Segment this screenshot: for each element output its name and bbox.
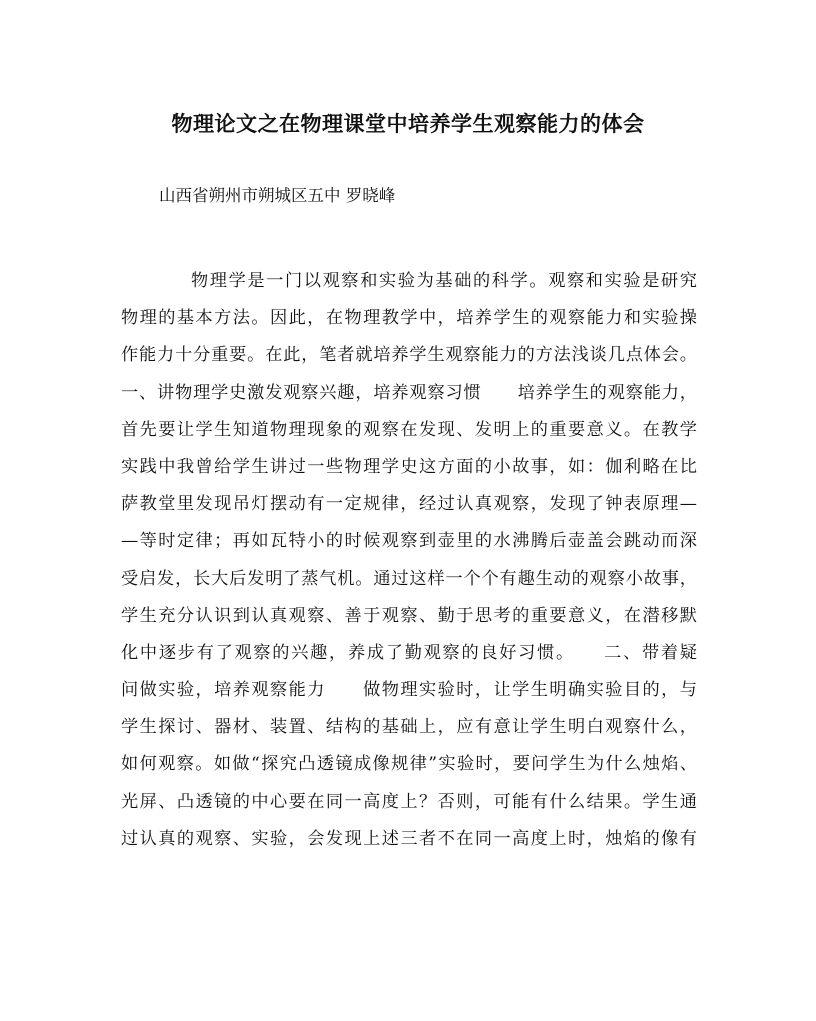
document-body (121, 263, 697, 858)
body-line: —等时定律；再如瓦特小的时候观察到壶里的水沸腾后壶盖会跳动而深 (121, 531, 697, 552)
body-line: 萨教堂里发现吊灯摆动有一定规律，经过认真观察，发现了钟表原理— (121, 494, 697, 515)
body-line: 首先要让学生知道物理现象的观察在发现、发明上的重要意义。在教学 (121, 419, 697, 440)
body-line: 一、讲物理学史激发观察兴趣，培养观察习惯 培养学生的观察能力， (121, 382, 697, 403)
body-line: 过认真的观察、实验，会发现上述三者不在同一高度上时，烛焰的像有 (121, 828, 697, 849)
body-line: 实践中我曾给学生讲过一些物理学史这方面的小故事，如：伽利略在比 (121, 456, 697, 477)
body-line: 学生充分认识到认真观察、善于观察、勤于思考的重要意义，在潜移默 (121, 605, 697, 626)
author-line: 山西省朔州市朔城区五中 罗晓峰 (159, 186, 396, 205)
body-line: 学生探讨、器材、装置、结构的基础上，应有意让学生明白观察什么， (121, 717, 697, 738)
document-title: 物理论文之在物理课堂中培养学生观察能力的体会 (171, 111, 645, 136)
body-line: 物理学是一门以观察和实验为基础的科学。观察和实验是研究 (191, 271, 697, 291)
body-line: 如何观察。如做“探究凸透镜成像规律”实验时，要问学生为什么烛焰、 (121, 754, 697, 775)
body-line: 光屏、凸透镜的中心要在同一高度上？否则，可能有什么结果。学生通 (121, 791, 697, 812)
body-line: 化中逐步有了观察的兴趣，养成了勤观察的良好习惯。 二、带着疑 (121, 642, 697, 663)
body-line: 作能力十分重要。在此，笔者就培养学生观察能力的方法浅谈几点体会。 (121, 345, 697, 366)
body-line: 受启发，长大后发明了蒸气机。通过这样一个个有趣生动的观察小故事， (121, 568, 697, 589)
body-line: 物理的基本方法。因此，在物理教学中，培养学生的观察能力和实验操 (121, 308, 697, 329)
body-line: 问做实验，培养观察能力 做物理实验时，让学生明确实验目的，与 (121, 680, 697, 701)
